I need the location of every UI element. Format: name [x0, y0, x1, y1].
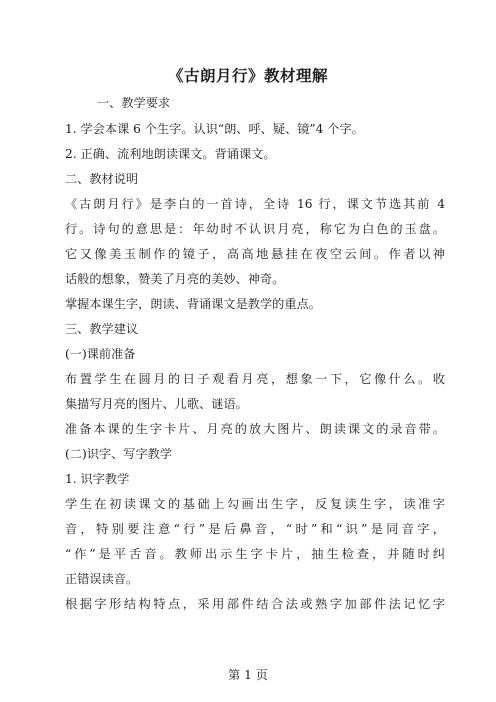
paragraph-line: 布置学生在圆月的日子观看月亮，想象一下，它像什么。收	[65, 372, 445, 386]
page-number: 第 1 页	[228, 668, 268, 682]
subheading-literacy: 1. 识字教学	[65, 472, 130, 486]
paragraph-line: 学生在初读课文的基础上勾画出生字，反复读生字，读准字	[65, 497, 445, 511]
paragraph-line: 集描写月亮的图片、儿歌、谜语。	[65, 397, 248, 411]
heading-textbook-notes: 二、教材说明	[65, 172, 139, 186]
subheading-literacy-writing: (二)识字、写字教学	[65, 447, 173, 461]
heading-teaching-suggestions: 三、教学建议	[65, 322, 139, 336]
paragraph-line: 话般的想象，赞美了月亮的美妙、神奇。	[65, 272, 285, 286]
paragraph-line: 正错误读音。	[65, 572, 139, 586]
paragraph-line: 1. 学会本课 6 个生字。认识“朗、呼、疑、镜”4 个字。	[65, 122, 364, 136]
heading-teaching-requirements: 一、教学要求	[97, 96, 171, 110]
document-title: 《古朗月行》教材理解	[167, 67, 328, 85]
paragraph-line: 2. 正确、流利地朗读课文。背诵课文。	[65, 147, 276, 161]
paragraph-line: 《古朗月行》是李白的一首诗，全诗 16 行，课文节选其前 4	[65, 197, 445, 211]
paragraph-line: 准备本课的生字卡片、月亮的放大图片、朗读课文的录音带。	[65, 422, 445, 436]
paragraph-line: 行。诗句的意思是：年幼时不认识月亮，称它为白色的玉盘。	[65, 222, 445, 236]
subheading-preparation: (一)课前准备	[65, 347, 136, 361]
paragraph-line: 它又像美玉制作的镜子，高高地悬挂在夜空云间。作者以神	[65, 247, 445, 261]
paragraph-line: 根据字形结构特点，采用部件结合法或熟字加部件法记忆字	[65, 597, 445, 611]
paragraph-line: 音，特别要注意“行”是后鼻音，“时”和“识”是同音字，	[65, 522, 445, 536]
paragraph-line: “作”是平舌音。教师出示生字卡片，抽生检查，并随时纠	[65, 547, 445, 561]
paragraph-line: 掌握本课生字，朗读、背诵课文是教学的重点。	[65, 297, 321, 311]
